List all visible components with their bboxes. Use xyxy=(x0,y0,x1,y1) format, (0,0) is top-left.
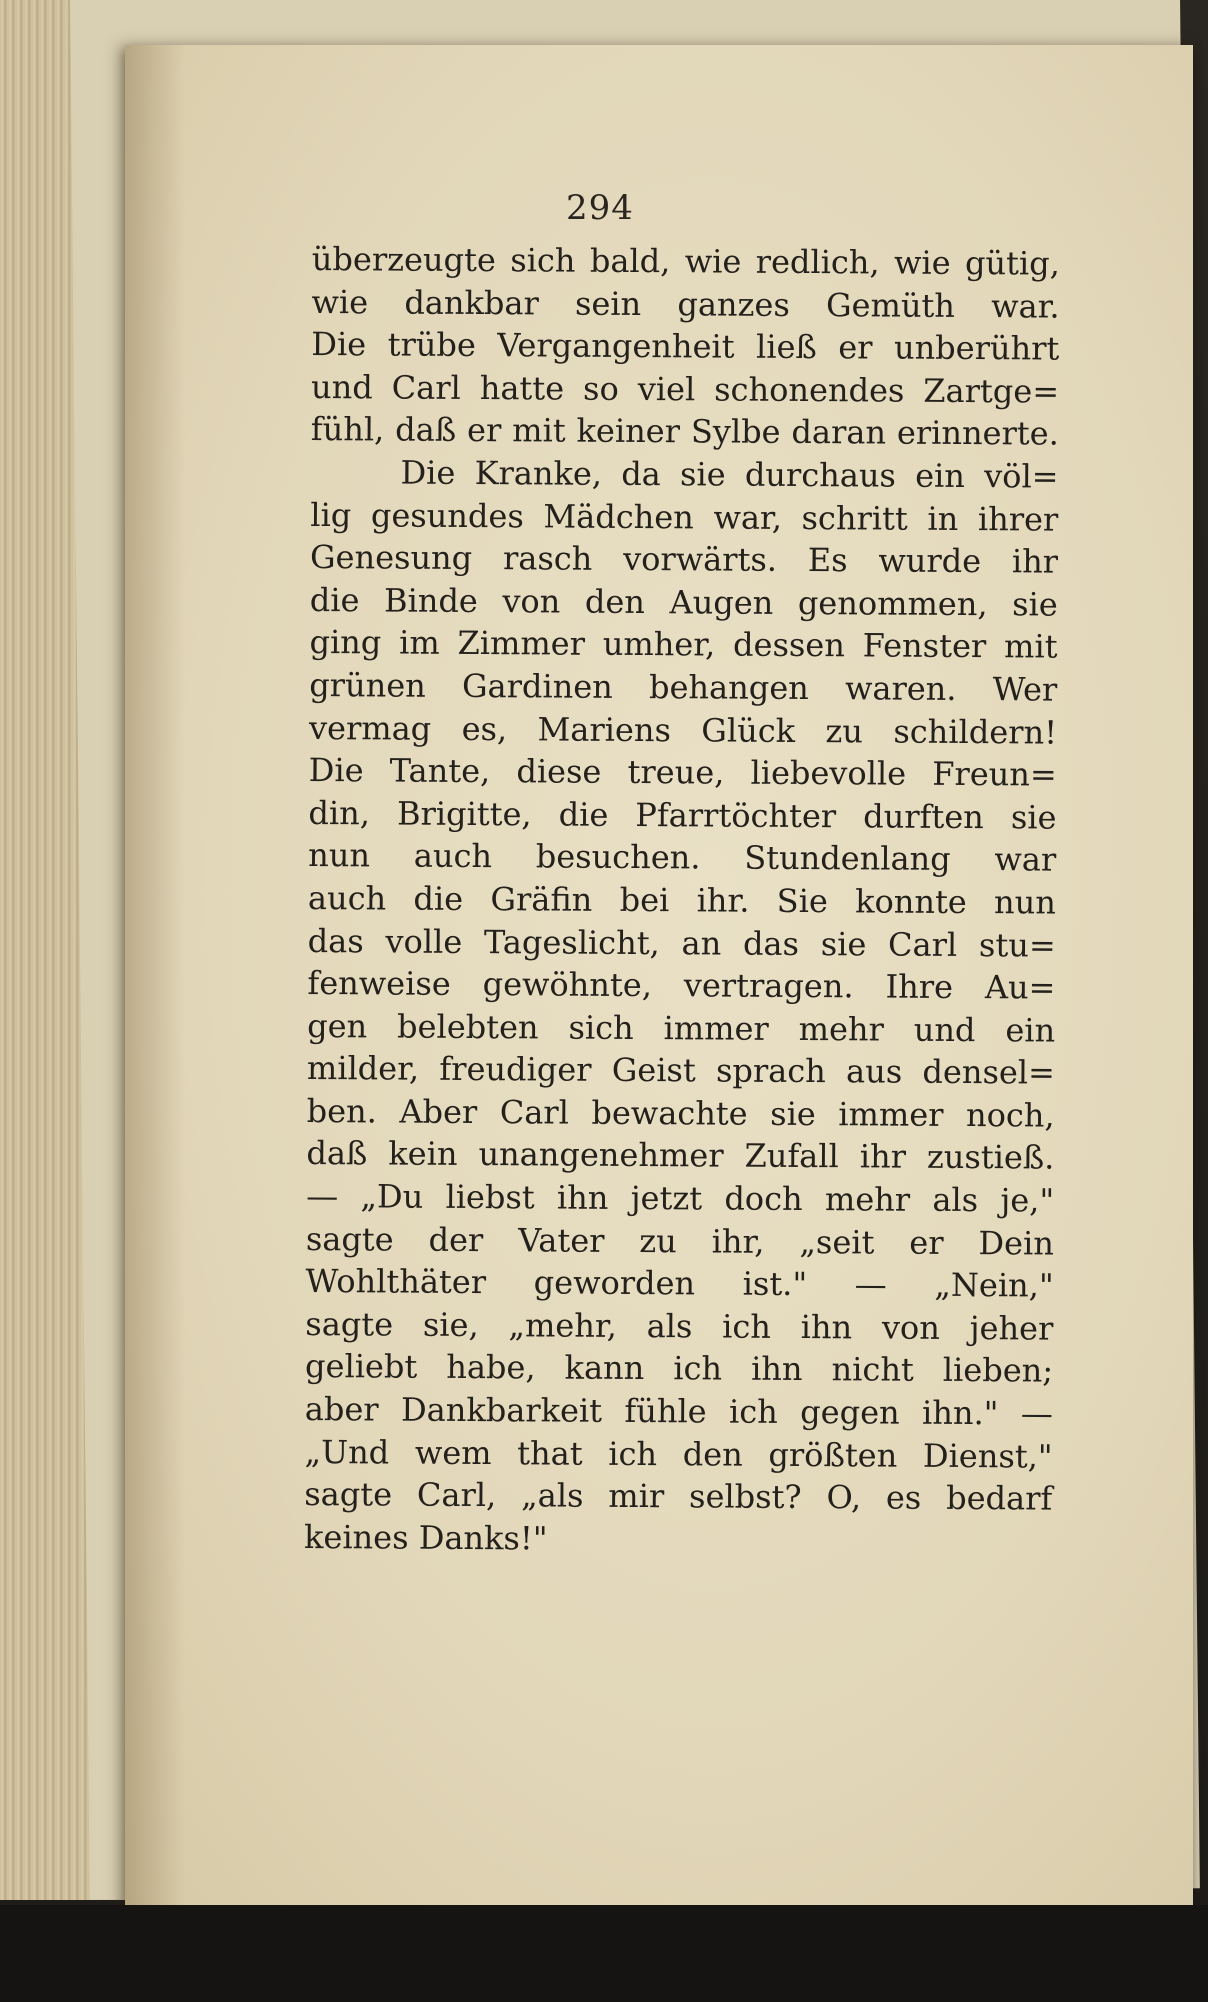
text-line: — „Du liebst ihn jetzt doch mehr als je," xyxy=(306,1177,1055,1220)
text-line: Die Kranke, da sie durchaus ein völ= xyxy=(400,453,1059,496)
page-number: 294 xyxy=(566,188,634,228)
text-line: grünen Gardinen behangen waren. Wer xyxy=(309,665,1058,709)
body-text xyxy=(304,238,1060,1563)
text-line: aber Dankbarkeit fühle ich gegen ihn." — xyxy=(304,1390,1053,1433)
text-line: ben. Aber Carl bewachte sie immer noch, xyxy=(306,1091,1055,1135)
text-line: wie dankbar sein ganzes Gemüth war. xyxy=(311,282,1060,326)
text-line: geliebt habe, kann ich ihn nicht lieben; xyxy=(304,1347,1054,1390)
text-line: die Binde von den Augen genommen, sie xyxy=(309,580,1058,624)
text-line: daß kein unangenehmer Zufall ihr zustieß. xyxy=(306,1134,1055,1178)
text-line: milder, freudiger Geist sprach aus densel= xyxy=(306,1049,1056,1092)
text-line: Die trübe Vergangenheit ließ er unberührt xyxy=(311,325,1060,368)
text-line: din, Brigitte, die Pfarrtöchter durften sie xyxy=(308,793,1057,837)
text-line: lig gesundes Mädchen war, schritt in ihrer xyxy=(310,495,1059,539)
text-line: sagte sie, „mehr, als ich ihn von jeher xyxy=(305,1304,1054,1348)
text-line: nun auch besuchen. Stundenlang war xyxy=(308,836,1057,879)
text-line: auch die Gräfin bei ihr. Sie konnte nun xyxy=(307,878,1057,922)
text-line: keines Danks!" xyxy=(303,1517,548,1558)
text-line: gen belebten sich immer mehr und ein xyxy=(307,1006,1056,1050)
text-line: und Carl hatte so viel schonendes Zartge= xyxy=(310,367,1060,411)
text-line: Genesung rasch vorwärts. Es wurde ihr xyxy=(309,538,1059,581)
text-line: überzeugte sich bald, wie redlich, wie gütig, xyxy=(311,239,1060,283)
text-line: ging im Zimmer umher, dessen Fenster mit xyxy=(309,623,1058,666)
text-line: „Und wem that ich den größten Dienst," xyxy=(304,1432,1053,1476)
text-line: fühl, daß er mit keiner Sylbe daran erinnerte. xyxy=(310,410,1059,453)
text-line: fenweise gewöhnte, vertragen. Ihre Au= xyxy=(307,964,1056,1007)
text-line: sagte der Vater zu ihr, „seit er Dein xyxy=(305,1219,1054,1263)
text-line: vermag es, Mariens Glück zu schildern! xyxy=(308,708,1058,752)
background-surface xyxy=(0,1905,1208,2002)
text-line: Wohlthäter geworden ist." — „Nein," xyxy=(305,1262,1054,1305)
text-line: das volle Tageslicht, an das sie Carl stu= xyxy=(307,921,1056,965)
text-line: Die Tante, diese treue, liebevolle Freun= xyxy=(308,751,1057,794)
text-line: sagte Carl, „als mir selbst? O, es bedarf xyxy=(304,1475,1053,1518)
